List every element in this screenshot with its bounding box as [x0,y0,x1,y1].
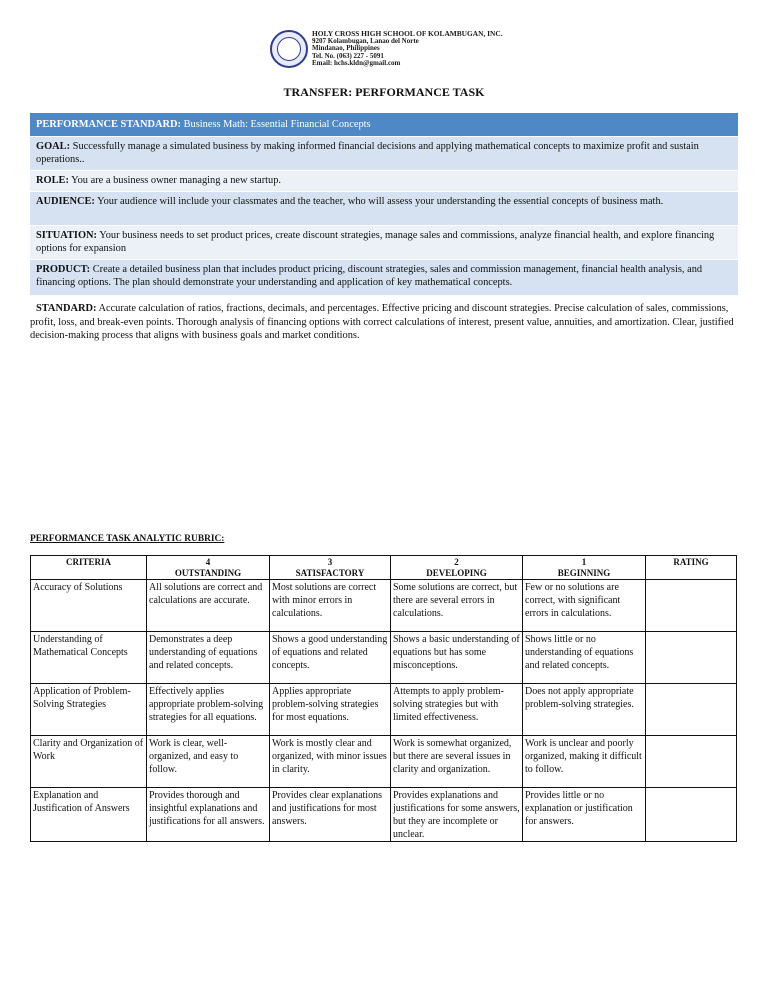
header-outstanding-score: 4 [205,557,211,567]
header-satisfactory-label: SATISFACTORY [295,568,365,579]
situation-text: Your business needs to set product prices, create discount strategies, manage sales and commissions, analyze financial health, and explore financing options for expansion [36,230,715,254]
role-label: ROLE: [36,175,69,186]
satisfactory-cell: Shows a good understanding of equations and related concepts. [270,631,391,683]
header-beginning-label: BEGINNING [557,568,611,579]
rubric-row [31,735,737,787]
situation-row [30,226,738,259]
grasps-section [30,113,738,295]
rating-cell[interactable] [646,787,737,841]
role-row [30,171,738,191]
developing-cell: Some solutions are correct, but there are several errors in calculations. [391,579,523,631]
header-developing-score: 2 [454,557,459,567]
satisfactory-cell: Provides clear explanations and justifications for most answers. [270,787,391,841]
header-developing-label: DEVELOPING [426,568,487,579]
satisfactory-cell: Work is mostly clear and organized, with minor issues in clarity. [270,735,391,787]
page-title: TRANSFER: PERFORMANCE TASK [283,85,485,99]
developing-cell: Work is somewhat organized, but there are several issues in clarity and organization. [391,735,523,787]
developing-cell: Provides explanations and justifications for some answers, but they are incomplete or unclear. [391,787,523,841]
school-header [270,30,503,68]
header-beginning-score: 1 [581,557,587,567]
outstanding-cell: Effectively applies appropriate problem-solving strategies for all equations. [147,683,270,735]
satisfactory-cell: Most solutions are correct with minor errors in calculations. [270,579,391,631]
header-beginning [523,556,646,580]
developing-cell: Shows a basic understanding of equations but has some misconceptions. [391,631,523,683]
school-tel: Tel. No. (063) 227 - 5091 [312,51,384,60]
header-satisfactory [270,556,391,580]
header-satisfactory-score: 3 [327,557,333,567]
audience-row [30,192,738,225]
rating-cell[interactable] [646,631,737,683]
beginning-cell: Shows little or no understanding of equations and related concepts. [523,631,646,683]
audience-label: AUDIENCE: [36,196,95,207]
rubric-table [30,555,737,842]
standard-label: STANDARD: [36,303,97,314]
outstanding-cell: All solutions are correct and calculations are accurate. [147,579,270,631]
header-rating: RATING [646,556,737,580]
criteria-cell: Application of Problem-Solving Strategies [31,683,147,735]
rubric-header-row [31,556,737,580]
situation-label: SITUATION: [36,230,98,241]
school-seal-logo [270,30,308,68]
rubric-title: PERFORMANCE TASK ANALYTIC RUBRIC: [30,534,225,544]
outstanding-cell: Provides thorough and insightful explanations and justifications for all answers. [147,787,270,841]
header-outstanding [147,556,270,580]
developing-cell: Attempts to apply problem-solving strategies but with limited effectiveness. [391,683,523,735]
goal-row [30,137,738,170]
role-text: You are a business owner managing a new startup. [71,175,282,186]
header-outstanding-label: OUTSTANDING [174,568,242,579]
beginning-cell: Work is unclear and poorly organized, making it difficult to follow. [523,735,646,787]
outstanding-cell: Work is clear, well-organized, and easy to follow. [147,735,270,787]
performance-standard-text: Business Math: Essential Financial Concepts [183,119,371,130]
standard-paragraph [30,302,738,343]
rubric-row [31,683,737,735]
school-email: Email: hchs.kldn@gmail.com [312,59,401,68]
performance-standard-row [30,113,738,136]
audience-text: Your audience will include your classmates and the teacher, who will assess your understanding the essential concepts of business math. [97,196,664,207]
rubric-row [31,787,737,841]
criteria-cell: Explanation and Justification of Answers [31,787,147,841]
school-info [312,30,503,68]
rubric-row [31,631,737,683]
goal-label: GOAL: [36,141,71,152]
satisfactory-cell: Applies appropriate problem-solving strategies for most equations. [270,683,391,735]
performance-standard-label: PERFORMANCE STANDARD: [36,119,181,130]
outstanding-cell: Demonstrates a deep understanding of equations and related concepts. [147,631,270,683]
rating-cell[interactable] [646,683,737,735]
criteria-cell: Accuracy of Solutions [31,579,147,631]
product-label: PRODUCT: [36,264,91,275]
school-name: HOLY CROSS HIGH SCHOOL OF KOLAMBUGAN, INC. [312,29,503,38]
school-address-1: 9207 Kolambugan, Lanao del Norte [312,36,419,45]
beginning-cell: Provides little or no explanation or justification for answers. [523,787,646,841]
rating-cell[interactable] [646,735,737,787]
goal-text: Successfully manage a simulated business by making informed financial decisions and applying mathematical concepts to maximize profit and sustain operations.. [36,141,699,165]
header-criteria: CRITERIA [31,556,147,580]
beginning-cell: Does not apply appropriate problem-solving strategies. [523,683,646,735]
product-row [30,260,738,295]
standard-text: Accurate calculation of ratios, fractions, decimals, and percentages. Effective pricing and discount strategies. Precise calculation of sales, commissions, profit, loss, and break-even points. Thorough analysis of financing options with correct calculations of interest, present value, annuities, and amortization. Clear, justified decision-making process that aligns with business goals and market conditions. [30,303,734,341]
beginning-cell: Few or no solutions are correct, with significant errors in calculations. [523,579,646,631]
header-developing [391,556,523,580]
product-text: Create a detailed business plan that includes product pricing, discount strategies, sales and commission management, financial health analysis, and financing options. The plan should demonstrate your understanding and application of key mathematical concepts. [36,264,703,288]
school-address-2: Mindanao, Philippines [312,44,380,53]
criteria-cell: Understanding of Mathematical Concepts [31,631,147,683]
rubric-row [31,579,737,631]
criteria-cell: Clarity and Organization of Work [31,735,147,787]
rating-cell[interactable] [646,579,737,631]
